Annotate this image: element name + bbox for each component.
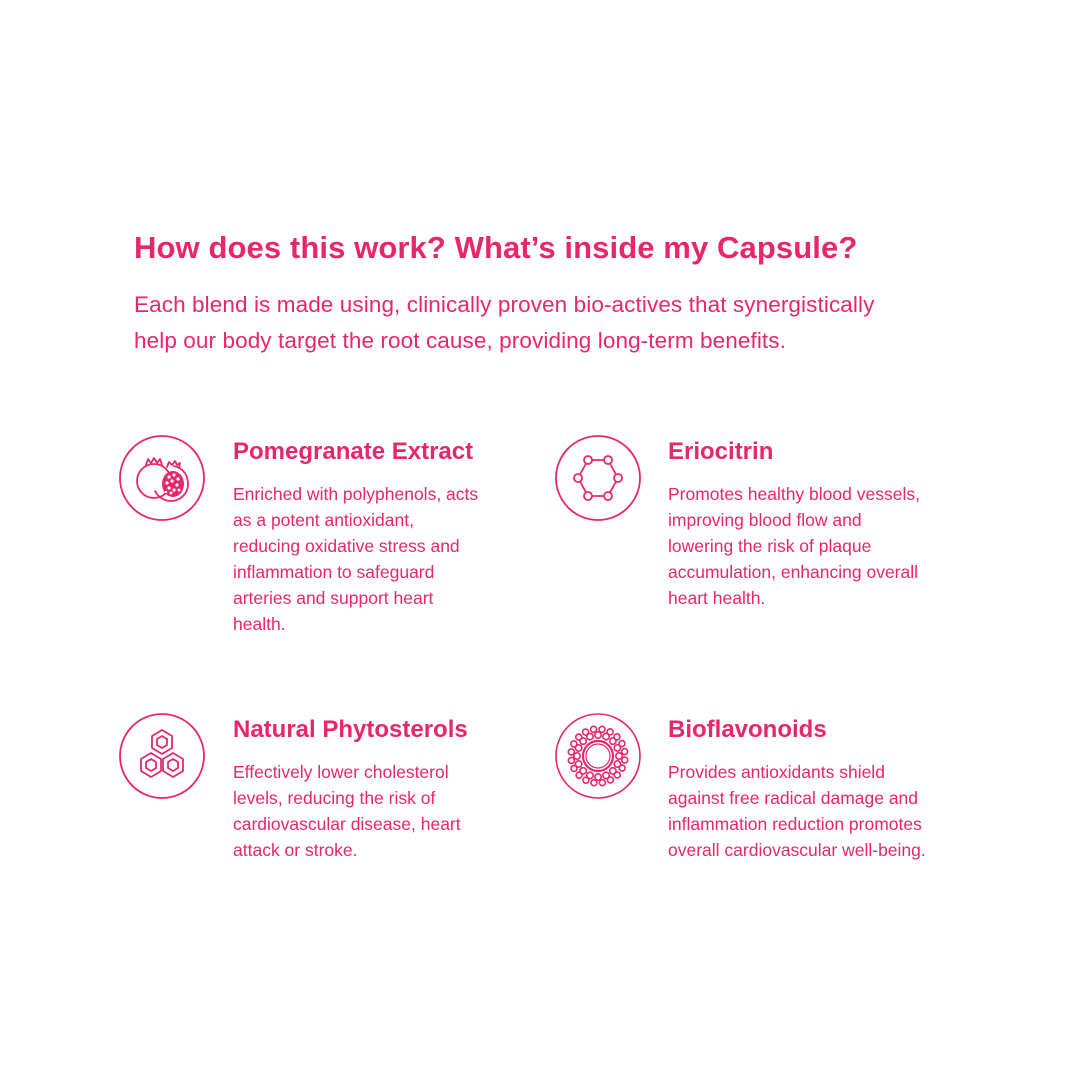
intro-line: Each blend is made using, clinically proven bio-actives that synergistically [134, 292, 875, 317]
feature-description [233, 759, 461, 863]
feature-description [668, 481, 920, 611]
feature-line: levels, reducing the risk of [233, 788, 436, 808]
feature-line: improving blood flow and [668, 510, 862, 530]
feature-description [233, 481, 478, 637]
page-title: How does this work? What’s inside my Capsule? [134, 230, 858, 265]
feature-line: accumulation, enhancing overall [668, 562, 919, 582]
feature-title: Natural Phytosterols [233, 716, 468, 743]
bioflavonoid-cluster-icon [555, 713, 641, 799]
feature-description [668, 759, 926, 863]
feature-line: attack or stroke. [233, 840, 358, 860]
feature-line: lowering the risk of plaque [668, 536, 872, 556]
feature-line: arteries and support heart [233, 588, 434, 608]
feature-line: Promotes healthy blood vessels, [668, 484, 920, 504]
intro-line: help our body target the root cause, providing long-term benefits. [134, 328, 786, 353]
feature-line: as a potent antioxidant, [233, 510, 414, 530]
feature-line: inflammation reduction promotes [668, 814, 922, 834]
feature-line: overall cardiovascular well-being. [668, 840, 926, 860]
feature-title: Pomegranate Extract [233, 438, 474, 465]
feature-title: Bioflavonoids [668, 716, 827, 743]
feature-line: against free radical damage and [668, 788, 919, 808]
feature-line: inflammation to safeguard [233, 562, 435, 582]
feature-title: Eriocitrin [668, 438, 774, 465]
hexagon-molecule-icon [555, 435, 641, 521]
pomegranate-icon [119, 435, 205, 521]
feature-line: reducing oxidative stress and [233, 536, 460, 556]
intro-paragraph [134, 287, 994, 359]
feature-line: health. [233, 614, 286, 634]
sterol-rings-icon [119, 713, 205, 799]
feature-line: Provides antioxidants shield [668, 762, 885, 782]
feature-line: cardiovascular disease, heart [233, 814, 461, 834]
feature-line: heart health. [668, 588, 766, 608]
feature-line: Enriched with polyphenols, acts [233, 484, 479, 504]
feature-line: Effectively lower cholesterol [233, 762, 449, 782]
